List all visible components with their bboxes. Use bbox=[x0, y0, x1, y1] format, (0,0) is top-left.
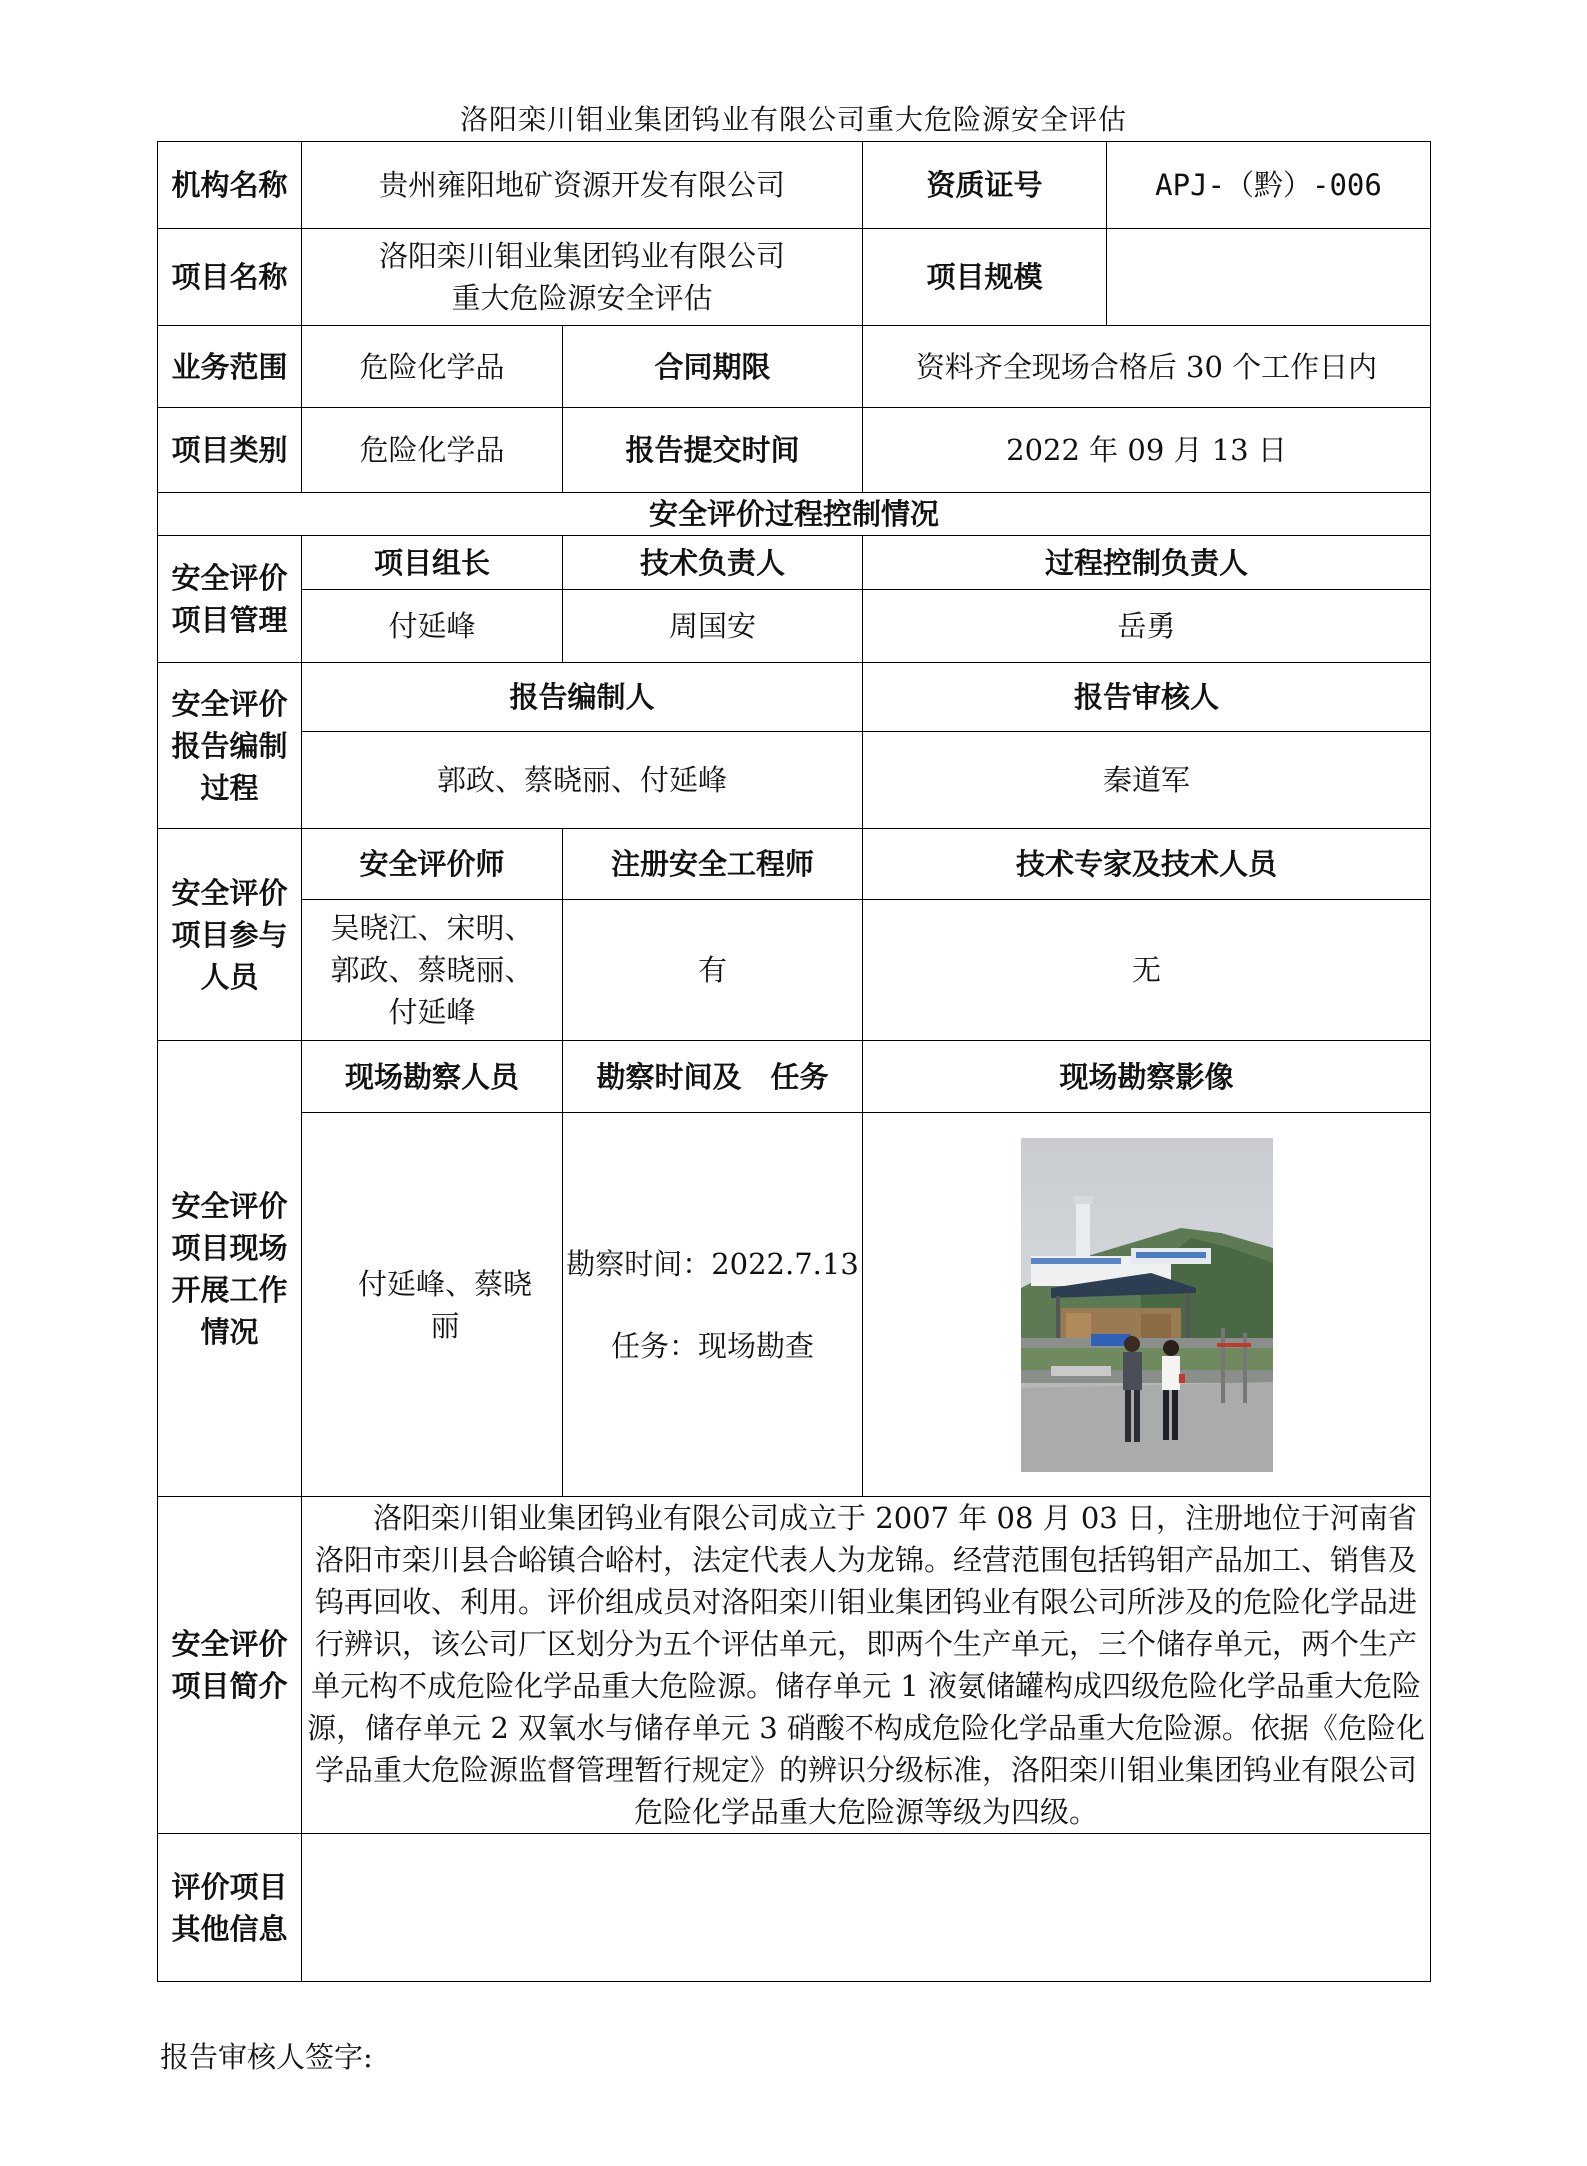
row-category bbox=[158, 408, 1431, 493]
report-header-reviewer: 报告审核人 bbox=[863, 663, 1431, 732]
row-mgmt-values bbox=[158, 590, 1431, 663]
survey-time: 勘察时间：2022.7.13 bbox=[566, 1246, 859, 1281]
submit-label: 报告提交时间 bbox=[563, 408, 863, 493]
mgmt-process: 岳勇 bbox=[863, 590, 1431, 663]
org-value: 贵州雍阳地矿资源开发有限公司 bbox=[302, 142, 863, 229]
cert-label: 资质证号 bbox=[863, 142, 1107, 229]
survey-people: 付延峰、蔡晓丽 bbox=[302, 1113, 563, 1497]
contract-label: 合同期限 bbox=[563, 326, 863, 408]
survey-time-task bbox=[563, 1113, 863, 1497]
row-participants-values bbox=[158, 900, 1431, 1041]
participants-header-engineer: 注册安全工程师 bbox=[563, 829, 863, 900]
contract-value: 资料齐全现场合格后 30 个工作日内 bbox=[863, 326, 1431, 408]
survey-header-image: 现场勘察影像 bbox=[863, 1041, 1431, 1113]
row-intro bbox=[158, 1497, 1431, 1834]
document-title: 洛阳栾川钼业集团钨业有限公司重大危险源安全评估 bbox=[459, 103, 1127, 136]
row-organization bbox=[158, 142, 1431, 229]
row-report-header bbox=[158, 663, 1431, 732]
row-report-values bbox=[158, 732, 1431, 829]
participants-label: 安全评价项目参与人员 bbox=[158, 829, 302, 1041]
report-label: 安全评价报告编制过程 bbox=[158, 663, 302, 829]
scope-label: 业务范围 bbox=[158, 326, 302, 408]
mgmt-leader: 付延峰 bbox=[302, 590, 563, 663]
row-mgmt-header bbox=[158, 536, 1431, 590]
participants-header-experts: 技术专家及技术人员 bbox=[863, 829, 1431, 900]
row-project-name bbox=[158, 229, 1431, 326]
evaluators-line3: 付延峰 bbox=[388, 995, 476, 1029]
survey-task: 任务：现场勘查 bbox=[611, 1328, 815, 1363]
mgmt-header-tech: 技术负责人 bbox=[563, 536, 863, 590]
other-label: 评价项目其他信息 bbox=[158, 1834, 302, 1982]
participants-header-evaluator: 安全评价师 bbox=[302, 829, 563, 900]
report-header-writer: 报告编制人 bbox=[302, 663, 863, 732]
evaluators-line2: 郭政、蔡晓丽、 bbox=[330, 953, 534, 987]
intro-label: 安全评价项目简介 bbox=[158, 1497, 302, 1834]
row-other bbox=[158, 1834, 1431, 1982]
intro-text: 洛阳栾川钼业集团钨业有限公司成立于 2007 年 08 月 03 日，注册地位于河南省洛阳市栾川县合峪镇合峪村，法定代表人为龙锦。经营范围包括钨钼产品加工、销售及钨再回收、利用。评价组成员对洛阳栾川钼业集团钨业有限公司所涉及的危险化学品进行辨识，该公司厂区划分为五个评估单元，即两个生产单元，三个储存单元，两个生产单元构不成危险化学品重大危险源。储存单元 1 液氨储罐构成四级危险化学品重大危险源，储存单元 2 双氧水与储存单元 3 硝酸不构成危险化学品重大危险源。依据《危险化学品重大危险源监督管理暂行规定》的辨识分级标准，洛阳栾川钼业集团钨业有限公司危险化学品重大危险源等级为四级。 bbox=[302, 1497, 1431, 1834]
submit-value: 2022 年 09 月 13 日 bbox=[863, 408, 1431, 493]
survey-header-time: 勘察时间及 任务 bbox=[563, 1041, 863, 1113]
org-label: 机构名称 bbox=[158, 142, 302, 229]
survey-label: 安全评价项目现场开展工作情况 bbox=[158, 1041, 302, 1497]
category-value: 危险化学品 bbox=[302, 408, 563, 493]
row-survey-header bbox=[158, 1041, 1431, 1113]
scale-label: 项目规模 bbox=[863, 229, 1107, 326]
survey-image-cell bbox=[863, 1113, 1431, 1497]
project-name-label: 项目名称 bbox=[158, 229, 302, 326]
project-name-line2: 重大危险源安全评估 bbox=[451, 281, 713, 315]
evaluation-form-table bbox=[157, 141, 1431, 1982]
report-writers: 郭政、蔡晓丽、付延峰 bbox=[302, 732, 863, 829]
scope-value: 危险化学品 bbox=[302, 326, 563, 408]
project-name-value bbox=[302, 229, 863, 326]
row-scope bbox=[158, 326, 1431, 408]
row-survey-values bbox=[158, 1113, 1431, 1497]
participants-evaluators bbox=[302, 900, 563, 1041]
row-section-title bbox=[158, 493, 1431, 536]
report-reviewer: 秦道军 bbox=[863, 732, 1431, 829]
evaluators-line1: 吴晓江、宋明、 bbox=[330, 911, 534, 945]
survey-header-people: 现场勘察人员 bbox=[302, 1041, 563, 1113]
mgmt-tech: 周国安 bbox=[563, 590, 863, 663]
reviewer-signature-label: 报告审核人签字: bbox=[160, 2040, 373, 2074]
site-survey-photo bbox=[1021, 1138, 1273, 1472]
mgmt-header-leader: 项目组长 bbox=[302, 536, 563, 590]
other-value bbox=[302, 1834, 1431, 1982]
participants-engineer: 有 bbox=[563, 900, 863, 1041]
mgmt-header-process: 过程控制负责人 bbox=[863, 536, 1431, 590]
scale-value bbox=[1107, 229, 1431, 326]
project-name-line1: 洛阳栾川钼业集团钨业有限公司 bbox=[379, 239, 786, 273]
mgmt-label: 安全评价项目管理 bbox=[158, 536, 302, 663]
category-label: 项目类别 bbox=[158, 408, 302, 493]
participants-experts: 无 bbox=[863, 900, 1431, 1041]
cert-value: APJ-（黔）-006 bbox=[1107, 142, 1431, 229]
section-title: 安全评价过程控制情况 bbox=[158, 493, 1431, 536]
row-participants-header bbox=[158, 829, 1431, 900]
